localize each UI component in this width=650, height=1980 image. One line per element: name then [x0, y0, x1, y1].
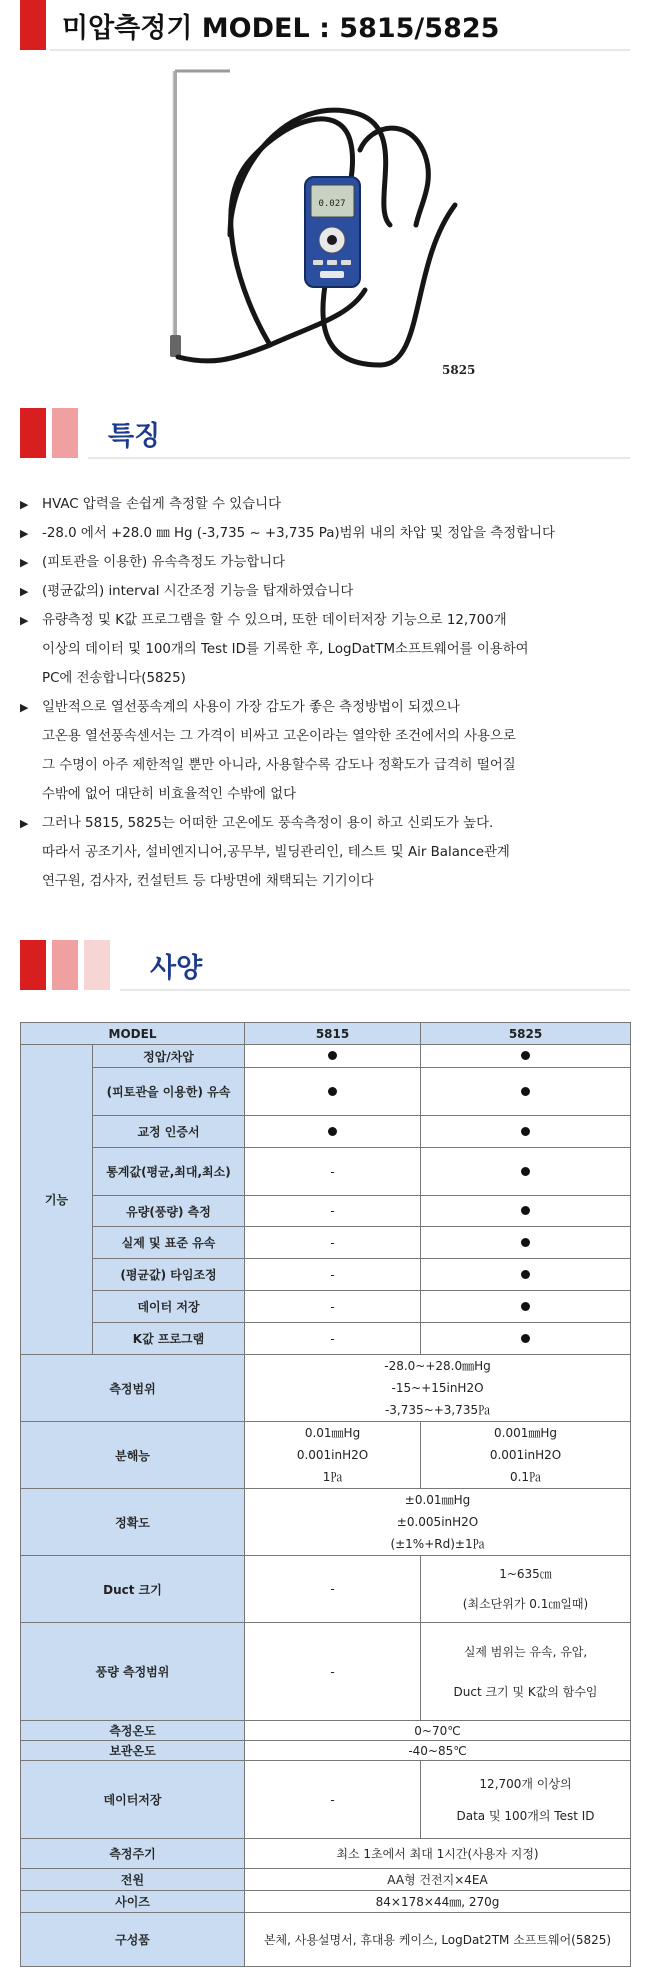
table-row: [21, 1227, 631, 1259]
table-row: [21, 1869, 631, 1891]
function-5815-cell: [245, 1116, 421, 1148]
bullet-triangle-icon: ▶: [20, 498, 29, 511]
table-row: [21, 1741, 631, 1761]
feature-line: 따라서 공조기사, 설비엔지니어,공무부, 빌딩관리인, 테스트 및 Air Balance관계: [42, 845, 510, 860]
duct-line: 1~635㎝: [499, 1567, 552, 1581]
pitot-probe-icon: [170, 71, 230, 357]
bullet-triangle-icon: ▶: [20, 701, 29, 714]
resolution-line: 0.001inH2O: [296, 1448, 369, 1462]
table-row: [21, 1116, 631, 1148]
filled-dot-icon: [328, 1051, 337, 1060]
range-value-cell: [245, 1355, 631, 1422]
features-list: [20, 490, 630, 896]
device-display-value: 0.027: [318, 199, 346, 209]
feature-line: 일반적으로 열선풍속계의 사용이 가장 감도가 좋은 측정방법이 되겠으나: [42, 700, 460, 715]
feature-line: HVAC 압력을 손쉽게 측정할 수 있습니다: [42, 497, 282, 512]
flow-range-5825-cell: [421, 1623, 631, 1721]
flow-range-5815-cell: -: [245, 1623, 421, 1721]
resolution-line: 0.001㎜Hg: [494, 1426, 558, 1440]
spec-light-pink-bar: [84, 940, 110, 990]
function-5815-cell: -: [245, 1323, 421, 1355]
table-row: [21, 1721, 631, 1741]
bullet-triangle-icon: ▶: [20, 817, 29, 830]
features-title: 특징: [108, 421, 161, 452]
function-name-cell: (피토관을 이용한) 유속: [93, 1068, 245, 1116]
range-line: -28.0~+28.0㎜Hg: [384, 1359, 491, 1373]
duct-5825-cell: [421, 1556, 631, 1623]
function-group-cell: 기능: [21, 1045, 93, 1355]
spec-table: [20, 1022, 631, 1967]
function-5815-cell: -: [245, 1259, 421, 1291]
power-value-cell: AA형 건전지×4EA: [245, 1869, 631, 1891]
feature-item: [20, 809, 630, 896]
size-label-cell: 사이즈: [21, 1891, 245, 1913]
spec-pink-bar: [52, 940, 78, 990]
storage-temp-label-cell: 보관온도: [21, 1741, 245, 1761]
features-divider: [88, 457, 630, 459]
function-5825-cell: [421, 1116, 631, 1148]
function-name-cell: 실제 및 표준 유속: [93, 1227, 245, 1259]
feature-line: 이상의 데이터 및 100개의 Test ID를 기록한 후, LogDatTM소프트웨어를 이용하여: [42, 642, 529, 657]
model-5815-cell: 5815: [245, 1023, 421, 1045]
function-5815-cell: -: [245, 1148, 421, 1196]
accuracy-value-cell: [245, 1489, 631, 1556]
function-5825-cell: [421, 1259, 631, 1291]
filled-dot-icon: [521, 1302, 530, 1311]
function-5825-cell: [421, 1227, 631, 1259]
bullet-triangle-icon: ▶: [20, 527, 29, 540]
table-row: [21, 1323, 631, 1355]
table-row: [21, 1556, 631, 1623]
duct-5815-cell: -: [245, 1556, 421, 1623]
spec-divider: [120, 989, 630, 991]
interval-value-cell: 최소 1초에서 최대 1시간(사용자 지정): [245, 1839, 631, 1869]
feature-item: [20, 606, 630, 693]
interval-label-cell: 측정주기: [21, 1839, 245, 1869]
table-row: [21, 1623, 631, 1721]
table-row: [21, 1148, 631, 1196]
function-name-cell: 교정 인증서: [93, 1116, 245, 1148]
filled-dot-icon: [521, 1334, 530, 1343]
table-row: [21, 1196, 631, 1227]
table-row: [21, 1891, 631, 1913]
filled-dot-icon: [521, 1206, 530, 1215]
accuracy-line: (±1%+Rd)±1㎩: [390, 1537, 485, 1551]
resolution-5815-cell: [245, 1422, 421, 1489]
accuracy-label-cell: 정확도: [21, 1489, 245, 1556]
filled-dot-icon: [521, 1167, 530, 1176]
page-title: 미압측정기 MODEL : 5815/5825: [62, 13, 500, 44]
header-divider: [50, 49, 630, 51]
spec-red-bar: [20, 940, 46, 990]
contents-value-cell: 본체, 사용설명서, 휴대용 케이스, LogDat2TM 소프트웨어(5825): [245, 1913, 631, 1967]
filled-dot-icon: [521, 1238, 530, 1247]
feature-line: 유량측정 및 K값 프로그램을 할 수 있으며, 또한 데이터저장 기능으로 12,700개: [42, 613, 507, 628]
table-row: [21, 1355, 631, 1422]
function-5825-cell: [421, 1068, 631, 1116]
features-red-bar: [20, 408, 46, 458]
flow-range-line: 실제 범위는 유속, 유압,: [463, 1644, 588, 1659]
feature-item: [20, 490, 630, 519]
function-name-cell: (평균값) 타임조정: [93, 1259, 245, 1291]
op-temp-value-cell: 0~70℃: [245, 1721, 631, 1741]
spec-title: 사양: [150, 953, 203, 984]
function-name-cell: K값 프로그램: [93, 1323, 245, 1355]
function-5825-cell: [421, 1045, 631, 1068]
data-storage-line: Data 및 100개의 Test ID: [456, 1808, 595, 1823]
function-5815-cell: -: [245, 1227, 421, 1259]
duct-line: (최소단위가 0.1㎝일때): [462, 1597, 589, 1611]
table-row: [21, 1489, 631, 1556]
resolution-label-cell: 분해능: [21, 1422, 245, 1489]
contents-label-cell: 구성품: [21, 1913, 245, 1967]
accuracy-line: ±0.005inH2O: [396, 1515, 479, 1529]
features-header: [20, 408, 630, 458]
resolution-line: 0.1㎩: [509, 1470, 542, 1484]
function-5825-cell: [421, 1148, 631, 1196]
function-name-cell: 데이터 저장: [93, 1291, 245, 1323]
op-temp-label-cell: 측정온도: [21, 1721, 245, 1741]
table-row: [21, 1023, 631, 1045]
feature-item: [20, 693, 630, 809]
resolution-line: 0.01㎜Hg: [304, 1426, 361, 1440]
table-row: [21, 1068, 631, 1116]
function-5825-cell: [421, 1323, 631, 1355]
page-header: [20, 0, 630, 50]
table-row: [21, 1045, 631, 1068]
feature-item: [20, 577, 630, 606]
feature-line: 그 수명이 아주 제한적일 뿐만 아니라, 사용할수록 감도나 정확도가 급격히 떨어질: [42, 758, 516, 773]
model-label-cell: MODEL: [21, 1023, 245, 1045]
spec-header: [20, 940, 630, 990]
feature-line: (평균값의) interval 시간조정 기능을 탑재하였습니다: [42, 584, 354, 599]
duct-label-cell: Duct 크기: [21, 1556, 245, 1623]
table-row: [21, 1839, 631, 1869]
data-storage-line: 12,700개 이상의: [479, 1776, 572, 1791]
function-name-cell: 유량(풍량) 측정: [93, 1196, 245, 1227]
data-storage-label-cell: 데이터저장: [21, 1761, 245, 1839]
size-value-cell: 84×178×44㎜, 270g: [245, 1891, 631, 1913]
function-5825-cell: [421, 1291, 631, 1323]
bullet-triangle-icon: ▶: [20, 585, 29, 598]
function-5815-cell: [245, 1068, 421, 1116]
feature-line: (피토관을 이용한) 유속측정도 가능합니다: [42, 555, 286, 570]
table-row: [21, 1291, 631, 1323]
feature-item: [20, 519, 630, 548]
feature-line: PC에 전송합니다(5825): [42, 671, 186, 686]
filled-dot-icon: [328, 1127, 337, 1136]
function-name-cell: 통계값(평균,최대,최소): [93, 1148, 245, 1196]
data-storage-5825-cell: [421, 1761, 631, 1839]
range-line: -15~+15inH2O: [391, 1381, 484, 1395]
feature-line: 그러나 5815, 5825는 어떠한 고온에도 풍속측정이 용이 하고 신뢰도가 높다.: [42, 816, 494, 831]
function-5815-cell: -: [245, 1196, 421, 1227]
accuracy-line: ±0.01㎜Hg: [404, 1493, 471, 1507]
power-label-cell: 전원: [21, 1869, 245, 1891]
feature-line: 고온용 열선풍속센서는 그 가격이 비싸고 고온이라는 열악한 조건에서의 사용으로: [42, 729, 516, 744]
manometer-device-icon: [305, 177, 360, 287]
filled-dot-icon: [521, 1051, 530, 1060]
function-5815-cell: -: [245, 1291, 421, 1323]
features-pink-bar: [52, 408, 78, 458]
range-line: -3,735~+3,735㎩: [384, 1403, 491, 1417]
table-row: [21, 1259, 631, 1291]
resolution-line: 1㎩: [322, 1470, 343, 1484]
resolution-line: 0.001inH2O: [489, 1448, 562, 1462]
flow-range-line: Duct 크기 및 K값의 함수임: [453, 1684, 598, 1699]
feature-line: 수밖에 없어 대단히 비효율적인 수밖에 없다: [42, 787, 297, 802]
product-illustration: [170, 65, 520, 385]
function-5825-cell: [421, 1196, 631, 1227]
function-name-cell: 정압/차압: [93, 1045, 245, 1068]
filled-dot-icon: [521, 1127, 530, 1136]
bullet-triangle-icon: ▶: [20, 614, 29, 627]
feature-line: -28.0 에서 +28.0 ㎜ Hg (-3,735 ~ +3,735 Pa)범위 내의 차압 및 정압을 측정합니다: [42, 526, 555, 541]
table-row: [21, 1761, 631, 1839]
table-row: [21, 1913, 631, 1967]
table-row: [21, 1422, 631, 1489]
flow-range-label-cell: 풍량 측정범위: [21, 1623, 245, 1721]
model-5825-cell: 5825: [421, 1023, 631, 1045]
bullet-triangle-icon: ▶: [20, 556, 29, 569]
function-5815-cell: [245, 1045, 421, 1068]
filled-dot-icon: [328, 1087, 337, 1096]
feature-item: [20, 548, 630, 577]
range-label-cell: 측정범위: [21, 1355, 245, 1422]
storage-temp-value-cell: -40~85℃: [245, 1741, 631, 1761]
data-storage-5815-cell: -: [245, 1761, 421, 1839]
filled-dot-icon: [521, 1270, 530, 1279]
product-caption: 5825: [442, 363, 476, 377]
feature-line: 연구원, 검사자, 컨설턴트 등 다방면에 채택되는 기기이다: [42, 874, 374, 889]
product-image: [170, 65, 520, 385]
resolution-5825-cell: [421, 1422, 631, 1489]
filled-dot-icon: [521, 1087, 530, 1096]
header-red-bar: [20, 0, 46, 50]
